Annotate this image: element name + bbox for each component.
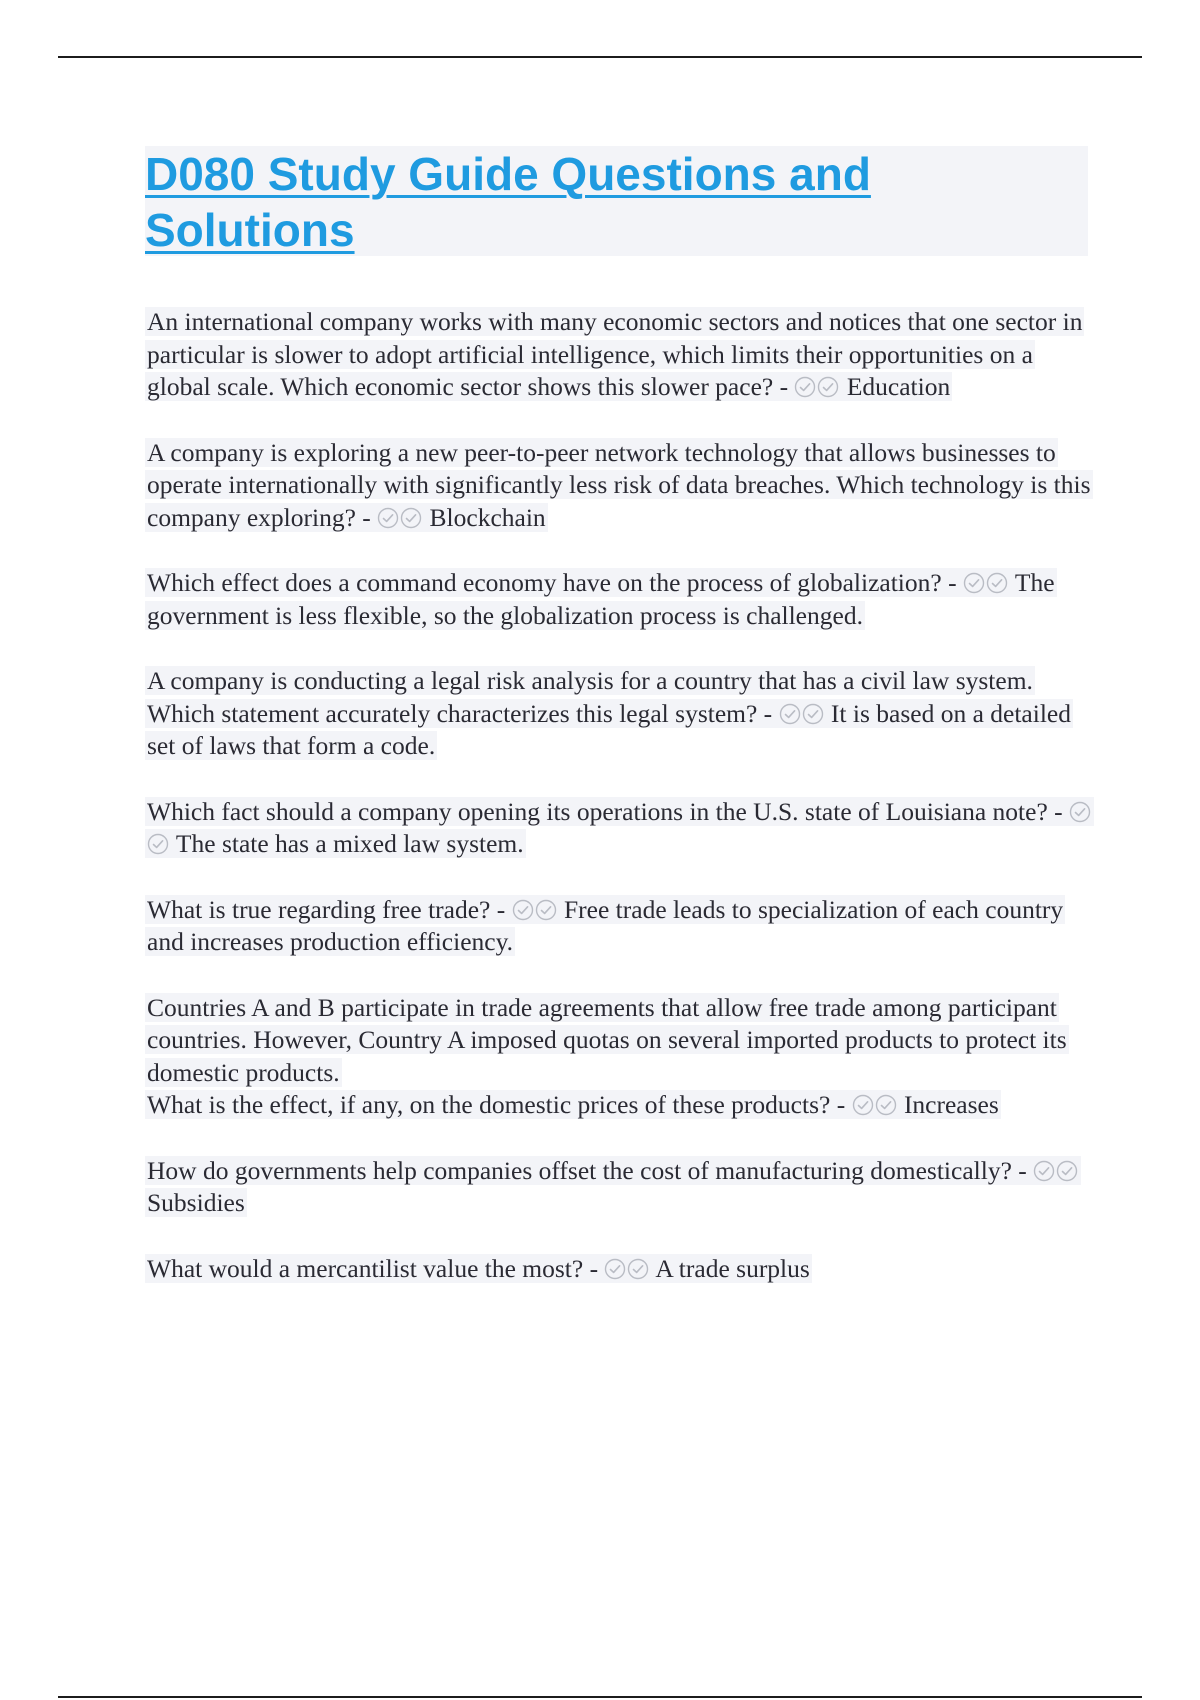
separator-dash: - — [1018, 1155, 1027, 1185]
qa-item — [145, 665, 1095, 763]
qa-text — [145, 568, 1057, 630]
check-circle-icon — [963, 572, 985, 594]
question-text: How do governments help companies offset the cost of manufacturing domestically? — [147, 1155, 1012, 1185]
question-text: A company is conducting a legal risk analysis for a country that has a civil law system. Which statement accurately characterizes this legal system? — [147, 666, 1033, 728]
answer-text: It is based on a detailed set of laws that form a code. — [147, 698, 1071, 760]
separator-dash: - — [763, 698, 773, 728]
separator-dash: - — [836, 1090, 846, 1119]
answer-text: Subsidies — [147, 1188, 245, 1217]
check-circle-icon — [147, 833, 169, 855]
qa-item — [145, 1155, 1095, 1220]
answer-text: The government is less flexible, so the globalization process is challenged. — [147, 568, 1055, 630]
question-text: What is true regarding free trade? — [147, 894, 491, 924]
answer-text: Increases — [903, 1090, 999, 1119]
separator-dash: - — [779, 372, 789, 401]
check-circle-icon — [794, 376, 816, 398]
qa-text — [145, 307, 1084, 401]
check-circle-icon — [512, 899, 534, 921]
qa-text — [145, 993, 1069, 1120]
title-block — [145, 146, 1088, 256]
qa-item — [145, 796, 1095, 861]
check-circle-icon — [802, 703, 824, 725]
qa-item — [145, 1253, 1095, 1286]
check-circle-icon — [604, 1258, 626, 1280]
qa-text — [145, 895, 1065, 957]
question-text: An international company works with many economic sectors and notices that one sector in particular is slower to adopt artificial intelligence, which limits their opportunities on a global scale. Which economic sector shows this slower pace? — [147, 307, 1083, 401]
check-circle-icon — [377, 507, 399, 529]
check-circle-icon — [627, 1258, 649, 1280]
qa-item — [145, 437, 1095, 535]
check-circle-icon — [535, 899, 557, 921]
answer-text: The state has a mixed law system. — [175, 829, 524, 858]
separator-dash: - — [589, 1253, 599, 1283]
footer-rule — [58, 1696, 1142, 1698]
question-text: Which fact should a company opening its operations in the U.S. state of Louisiana note? — [147, 796, 1048, 826]
answer-text: A trade surplus — [655, 1253, 810, 1283]
qa-item — [145, 306, 1095, 404]
qa-text — [145, 1156, 1081, 1218]
check-circle-icon — [1033, 1160, 1055, 1182]
check-circle-icon — [986, 572, 1008, 594]
question-text: Which effect does a command economy have on the process of globalization? — [147, 568, 942, 597]
check-circle-icon — [400, 507, 422, 529]
qa-item — [145, 894, 1095, 959]
separator-dash: - — [362, 502, 371, 532]
answer-text: Free trade leads to specialization of each country and increases production efficiency. — [147, 894, 1064, 956]
header-rule — [58, 56, 1142, 58]
check-circle-icon — [875, 1094, 897, 1116]
answer-text: Blockchain — [429, 502, 546, 532]
question-text: What would a mercantilist value the most? — [147, 1253, 584, 1283]
qa-text — [145, 666, 1073, 760]
qa-text — [145, 1254, 812, 1283]
check-circle-icon — [1056, 1160, 1078, 1182]
question-text-line-2: What is the effect, if any, on the domestic prices of these products? — [147, 1090, 831, 1119]
answer-text: Education — [846, 372, 951, 401]
check-circle-icon — [817, 376, 839, 398]
qa-item — [145, 992, 1095, 1122]
separator-dash: - — [496, 894, 506, 924]
qa-item — [145, 567, 1095, 632]
qa-list — [145, 306, 1095, 1318]
question-text: Countries A and B participate in trade agreements that allow free trade among participant countries. However, Country A imposed quotas on several imported products to protect its domestic products. — [147, 992, 1067, 1087]
separator-dash: - — [1054, 796, 1063, 826]
qa-text — [145, 797, 1094, 859]
separator-dash: - — [948, 568, 957, 597]
qa-text — [145, 438, 1093, 532]
question-text: A company is exploring a new peer-to-peer network technology that allows businesses to operate internationally with significantly less risk of data breaches. Which technology is this company exploring? — [147, 437, 1091, 532]
check-circle-icon — [1069, 801, 1091, 823]
check-circle-icon — [852, 1094, 874, 1116]
check-circle-icon — [779, 703, 801, 725]
document-title[interactable]: D080 Study Guide Questions and Solutions — [145, 148, 871, 256]
